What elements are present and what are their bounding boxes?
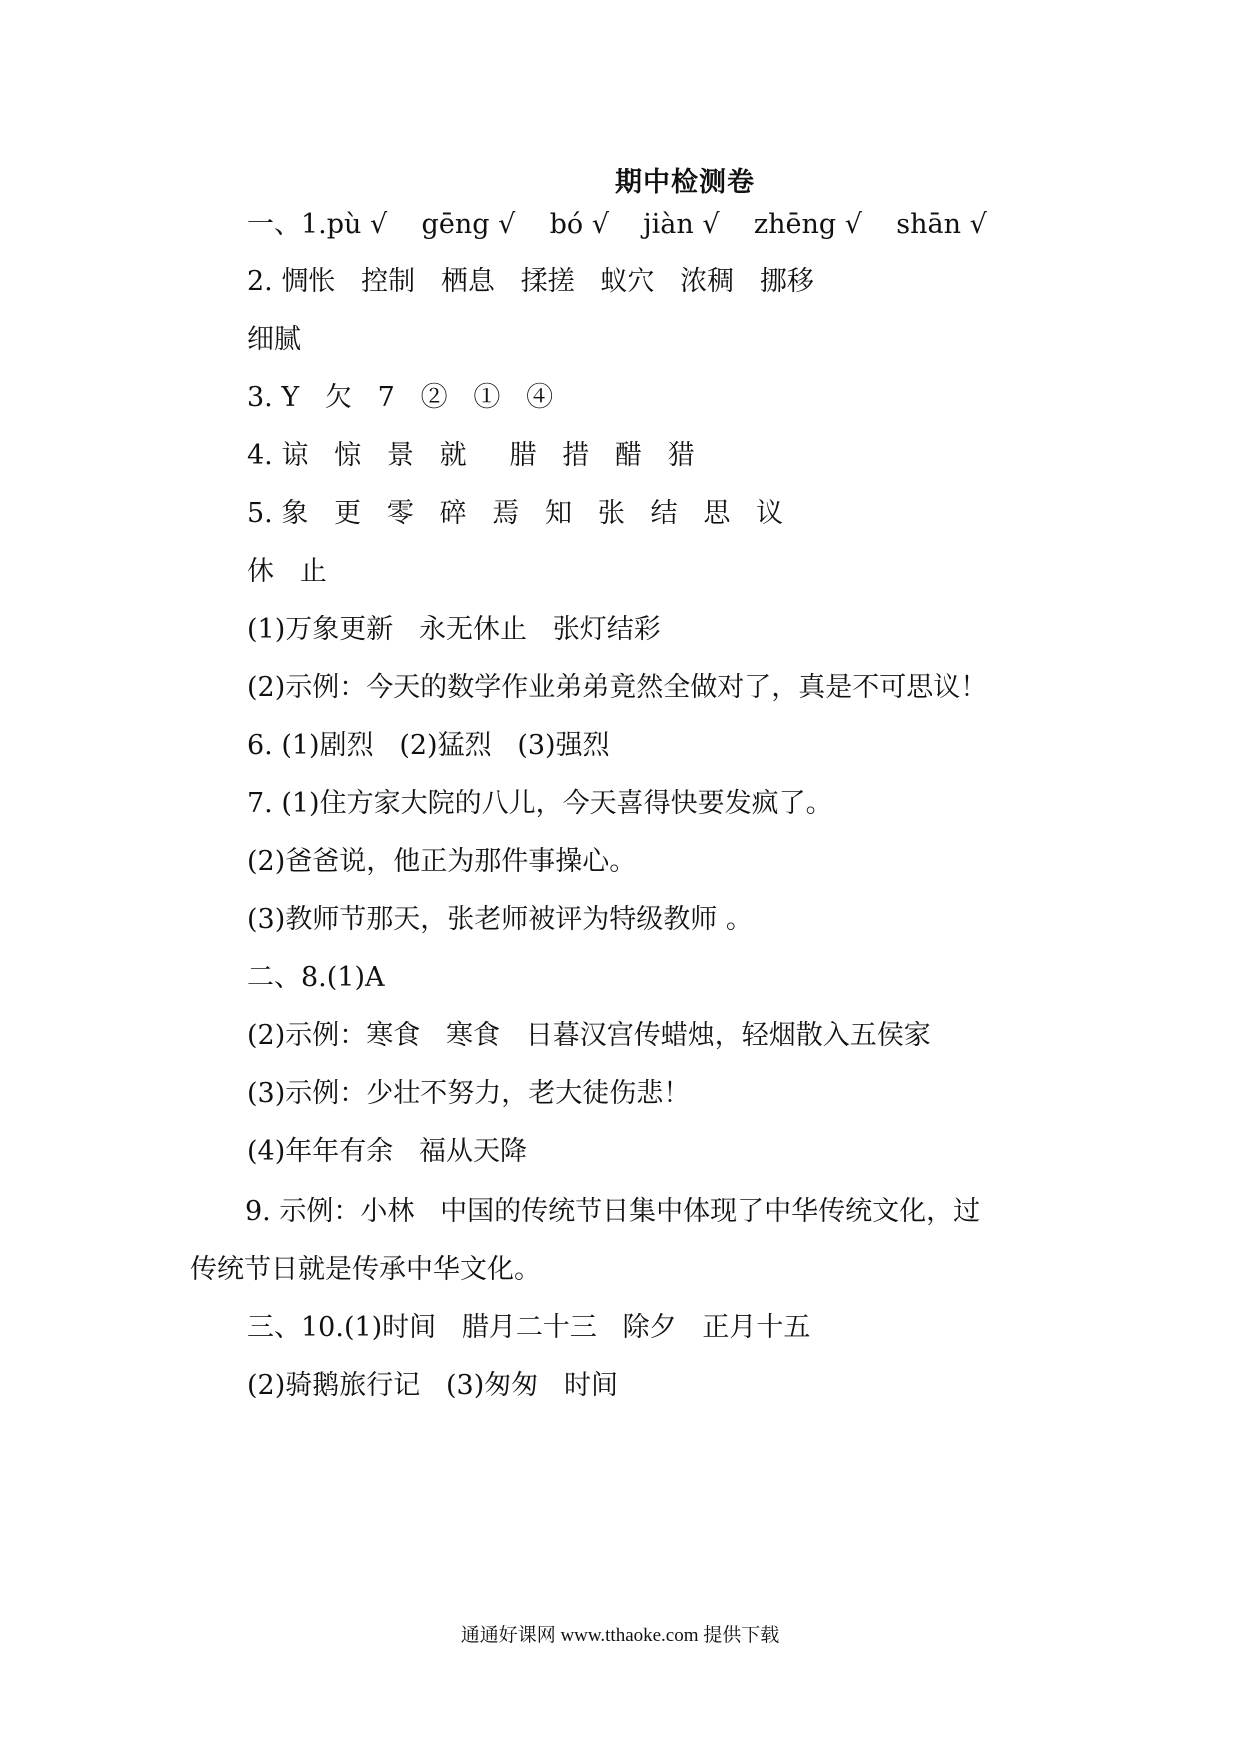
answer-line-5-1: (1)万象更新 永无休止 张灯结彩 xyxy=(247,614,661,645)
answer-line-5: 5. 象 更 零 碎 焉 知 张 结 思 议 xyxy=(247,498,784,529)
footer-watermark: 通通好课网 www.tthaoke.com 提供下载 xyxy=(460,1625,780,1646)
answer-line-1: 一、1.pù √ gēng √ bó √ jiàn √ zhēng √ shān √ xyxy=(247,209,987,240)
answer-line-7: 7. (1)住方家大院的八儿，今天喜得快要发疯了。 xyxy=(247,788,833,819)
answer-line-8-2: (2)示例：寒食 寒食 日暮汉宫传蜡烛，轻烟散入五侯家 xyxy=(247,1020,931,1051)
answer-line-7-3: (3)教师节那天，张老师被评为特级教师 。 xyxy=(247,904,753,935)
answer-line-9-cont: 传统节日就是传承中华文化。 xyxy=(190,1254,541,1285)
page-title: 期中检测卷 xyxy=(615,167,755,198)
answer-line-8: 二、8.(1)A xyxy=(247,962,385,993)
answer-line-6: 6. (1)剧烈 (2)猛烈 (3)强烈 xyxy=(247,730,610,761)
answer-line-8-4: (4)年年有余 福从天降 xyxy=(247,1136,527,1167)
answer-line-5-cont: 休 止 xyxy=(247,556,327,587)
answer-line-10-2: (2)骑鹅旅行记 (3)匆匆 时间 xyxy=(247,1370,618,1401)
answer-line-3: 3. Y 欠 7 ② ① ④ xyxy=(247,382,554,413)
answer-line-9: 9. 示例：小林 中国的传统节日集中体现了中华传统文化，过 xyxy=(245,1196,981,1227)
answer-line-7-2: (2)爸爸说，他正为那件事操心。 xyxy=(247,846,637,877)
answer-line-8-3: (3)示例：少壮不努力，老大徒伤悲！ xyxy=(247,1078,691,1109)
answer-line-2-cont: 细腻 xyxy=(247,324,301,355)
answer-line-5-2: (2)示例：今天的数学作业弟弟竟然全做对了，真是不可思议！ xyxy=(247,672,988,703)
answer-line-4: 4. 谅 惊 景 就 腊 措 醋 猎 xyxy=(247,440,695,471)
answer-line-2: 2. 惆怅 控制 栖息 揉搓 蚁穴 浓稠 挪移 xyxy=(247,266,814,297)
answer-line-10: 三、10.(1)时间 腊月二十三 除夕 正月十五 xyxy=(247,1312,811,1343)
